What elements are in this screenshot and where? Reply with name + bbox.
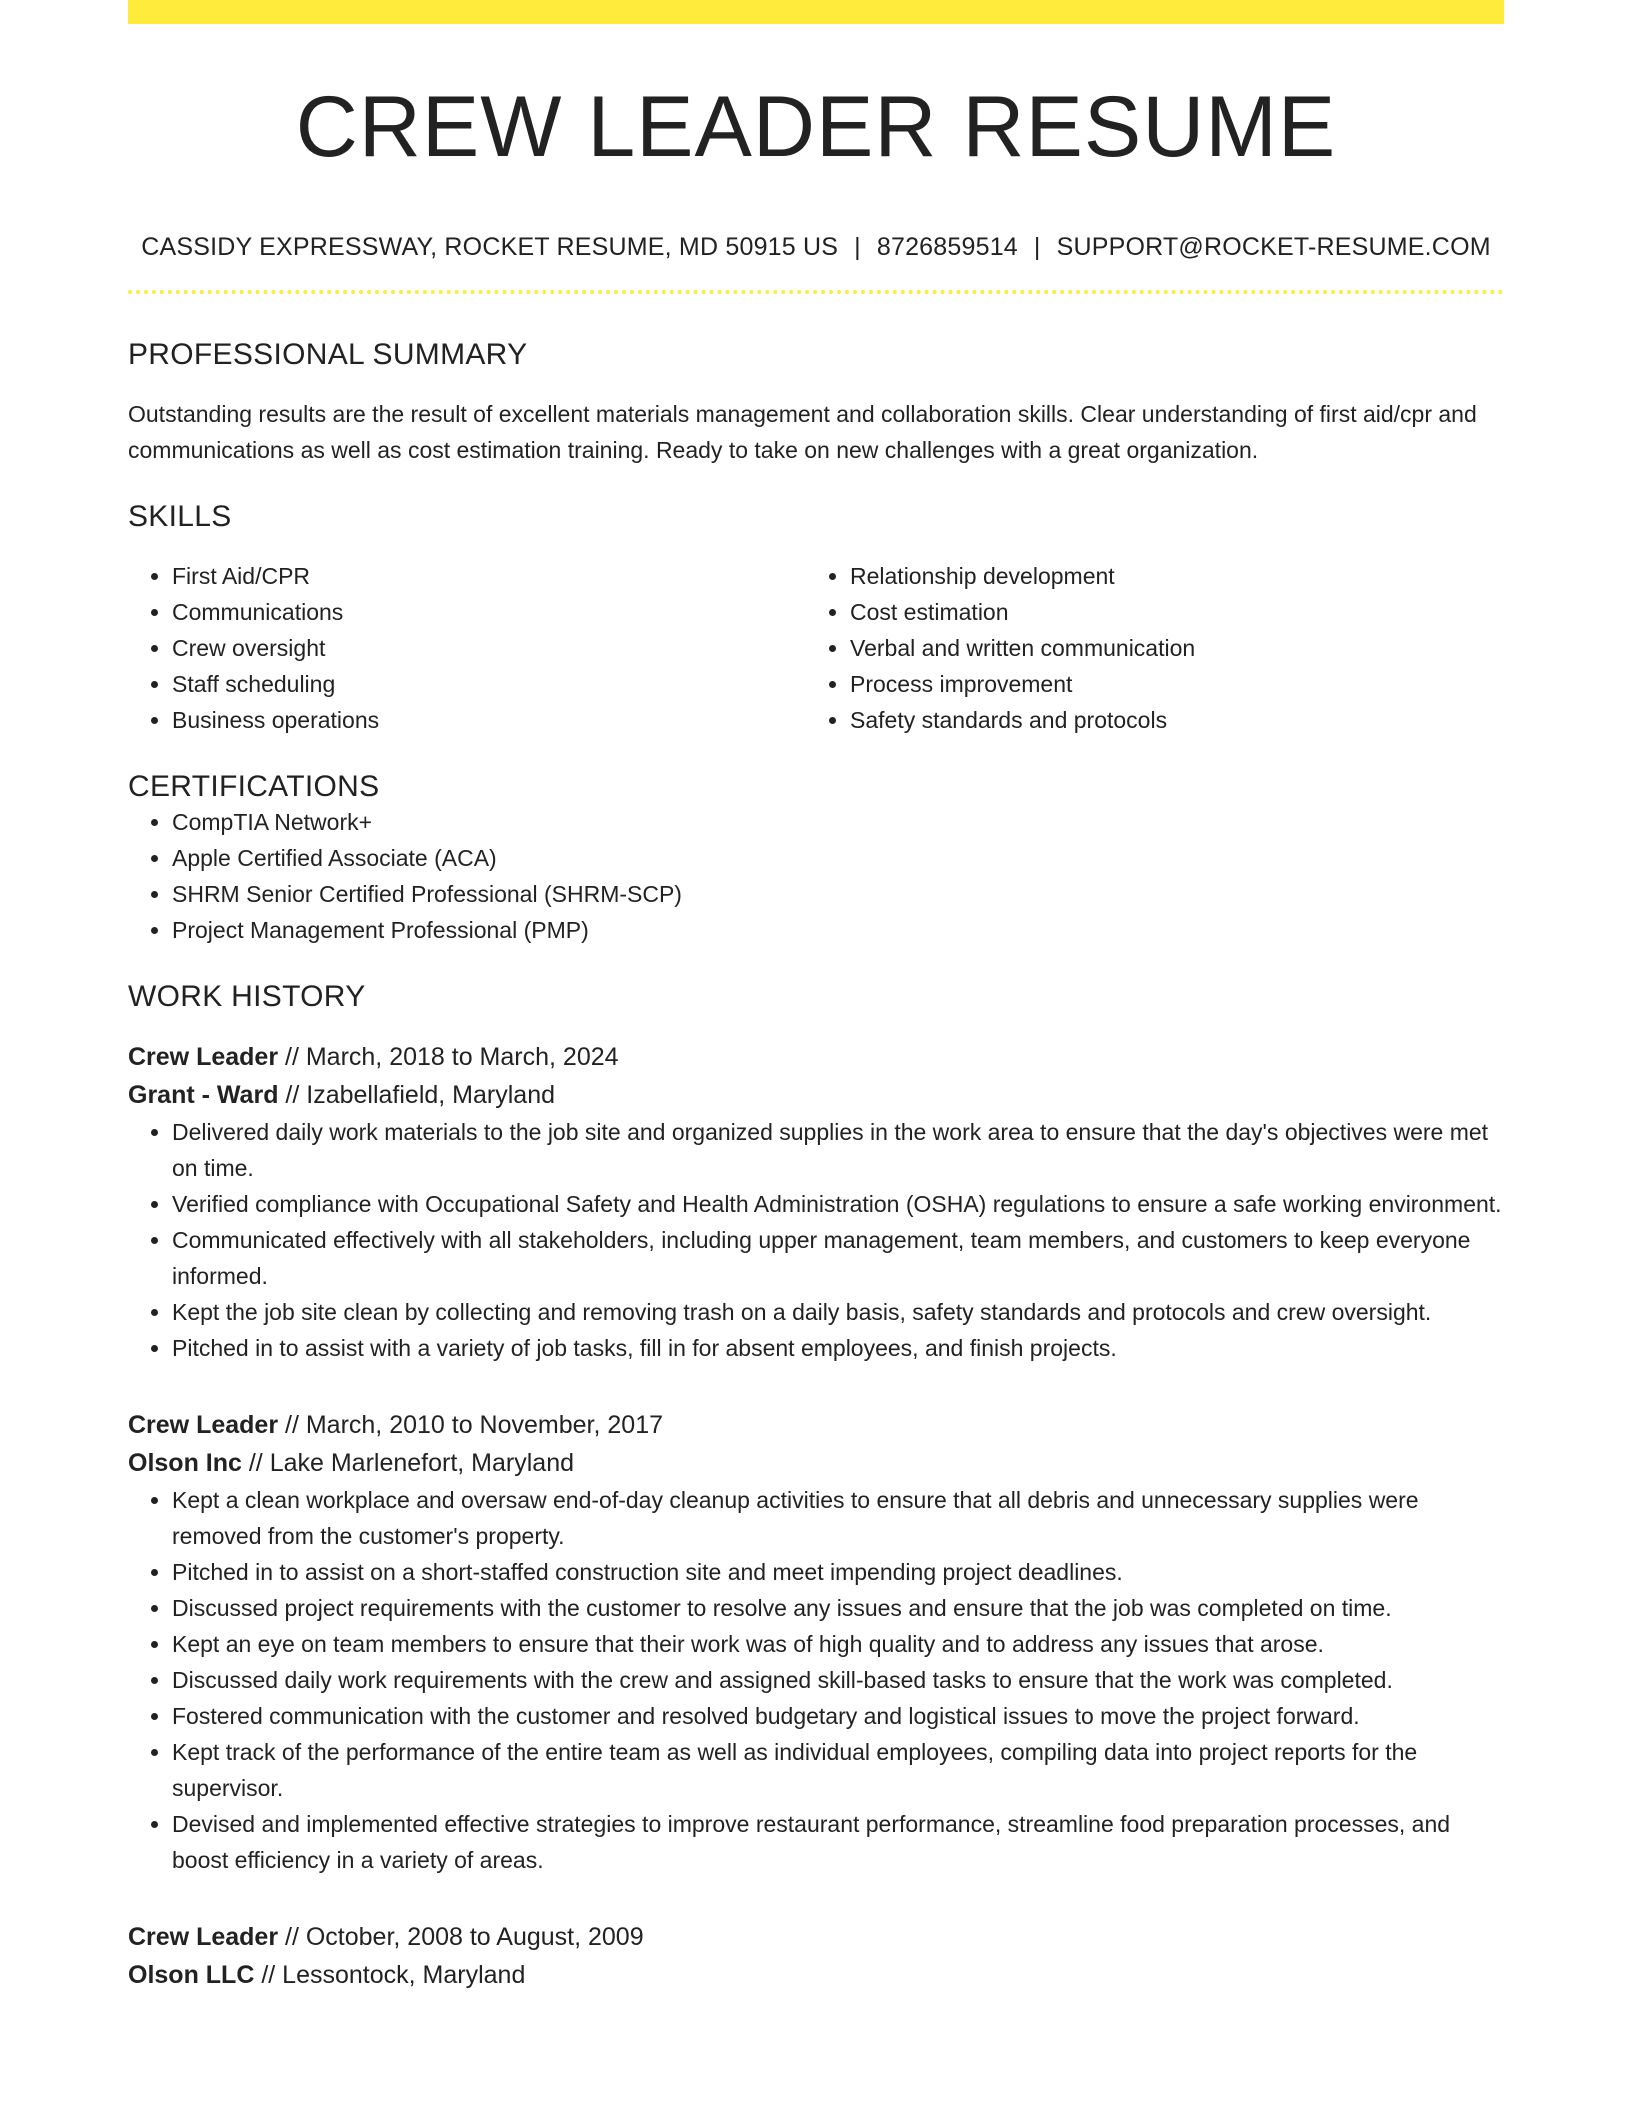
job-duty-item: • Kept an eye on team members to ensure that their work was of high quality and to address any issues that arose. — [172, 1626, 1504, 1662]
skill-item: • Process improvement — [850, 666, 1484, 702]
job-location: // Lake Marlenefort, Maryland — [248, 1448, 575, 1477]
skill-item: • Safety standards and protocols — [850, 702, 1484, 738]
contact-line — [128, 233, 1504, 262]
dotted-divider — [128, 290, 1504, 294]
resume-page — [128, 0, 1504, 1994]
work-history-heading: WORK HISTORY — [128, 979, 366, 1013]
job-dates: // October, 2008 to August, 2009 — [285, 1922, 644, 1951]
job-duty-item: • Kept the job site clean by collecting and removing trash on a daily basis, safety standards and protocols and crew oversight. — [172, 1294, 1504, 1330]
job-company: Olson Inc — [128, 1448, 242, 1477]
skill-item: • Crew oversight — [172, 630, 806, 666]
skill-item: • Verbal and written communication — [850, 630, 1484, 666]
contact-email[interactable]: SUPPORT@ROCKET-RESUME.COM — [1056, 232, 1491, 261]
job-duties-list — [128, 1482, 1504, 1878]
job-company: Grant - Ward — [128, 1080, 279, 1109]
job-location: // Izabellafield, Maryland — [285, 1080, 556, 1109]
skill-item: • Business operations — [172, 702, 806, 738]
accent-top-bar — [128, 0, 1504, 24]
skill-item: • Staff scheduling — [172, 666, 806, 702]
skills-grid — [128, 558, 1504, 738]
skill-item: • First Aid/CPR — [172, 558, 806, 594]
contact-phone: 8726859514 — [876, 232, 1018, 261]
job-duty-item: • Communicated effectively with all stakeholders, including upper management, team members, and customers to keep everyone informed. — [172, 1222, 1504, 1294]
job-company: Olson LLC — [128, 1960, 255, 1989]
job-title: Crew Leader — [128, 1410, 279, 1439]
certification-item: • SHRM Senior Certified Professional (SHRM-SCP) — [172, 876, 1504, 912]
skill-item: • Cost estimation — [850, 594, 1484, 630]
skills-heading: SKILLS — [128, 499, 232, 533]
summary-text: Outstanding results are the result of excellent materials management and collaboration skills. Clear understanding of first aid/cpr and communications as well as cost estimation training. Ready to take on new challenges with a great organization. — [128, 400, 1477, 463]
contact-separator: | — [1033, 232, 1041, 261]
job-duty-item: • Kept track of the performance of the entire team as well as individual employees, compiling data into project reports for the supervisor. — [172, 1734, 1504, 1806]
skills-column-right — [806, 558, 1484, 738]
job-title-line — [128, 1038, 1504, 1076]
job-duty-item: • Delivered daily work materials to the job site and organized supplies in the work area to ensure that the day's objectives were met on time. — [172, 1114, 1504, 1186]
contact-address: CASSIDY EXPRESSWAY, ROCKET RESUME, MD 50915 US — [141, 232, 839, 261]
certification-item: • Project Management Professional (PMP) — [172, 912, 1504, 948]
job-entry — [128, 1406, 1504, 1878]
certifications-list — [128, 804, 1504, 948]
job-duty-item: • Pitched in to assist on a short-staffed construction site and meet impending project deadlines. — [172, 1554, 1504, 1590]
job-duty-item: • Devised and implemented effective strategies to improve restaurant performance, streamline food preparation processes, and boost efficiency in a variety of areas. — [172, 1806, 1504, 1878]
contact-separator: | — [854, 232, 861, 261]
job-duty-item: • Pitched in to assist with a variety of job tasks, fill in for absent employees, and finish projects. — [172, 1330, 1504, 1366]
job-duties-list — [128, 1114, 1504, 1366]
job-title: Crew Leader — [128, 1042, 279, 1071]
job-entry — [128, 1038, 1504, 1366]
skills-column-left — [128, 558, 806, 738]
job-title-line — [128, 1918, 1504, 1956]
job-duty-item: • Kept a clean workplace and oversaw end-of-day cleanup activities to ensure that all debris and unnecessary supplies were removed from the customer's property. — [172, 1482, 1504, 1554]
skill-item: • Relationship development — [850, 558, 1484, 594]
skill-item: • Communications — [172, 594, 806, 630]
job-company-line — [128, 1076, 1504, 1114]
certification-item: • CompTIA Network+ — [172, 804, 1504, 840]
job-company-line — [128, 1956, 1504, 1994]
job-duty-item: • Discussed project requirements with the customer to resolve any issues and ensure that the job was completed on time. — [172, 1590, 1504, 1626]
job-company-line — [128, 1444, 1504, 1482]
job-duty-item: • Discussed daily work requirements with the crew and assigned skill-based tasks to ensure that the work was completed. — [172, 1662, 1504, 1698]
job-location: // Lessontock, Maryland — [261, 1960, 526, 1989]
certification-item: • Apple Certified Associate (ACA) — [172, 840, 1504, 876]
job-dates: // March, 2018 to March, 2024 — [285, 1042, 619, 1071]
summary-heading: PROFESSIONAL SUMMARY — [128, 337, 528, 371]
certifications-heading: CERTIFICATIONS — [128, 769, 380, 803]
job-title: Crew Leader — [128, 1922, 279, 1951]
job-title-line — [128, 1406, 1504, 1444]
skills-list-right — [806, 558, 1484, 738]
job-duty-item: • Fostered communication with the customer and resolved budgetary and logistical issues to move the project forward. — [172, 1698, 1504, 1734]
job-duty-item: • Verified compliance with Occupational Safety and Health Administration (OSHA) regulations to ensure a safe working environment. — [172, 1186, 1504, 1222]
job-entry — [128, 1918, 1504, 1994]
resume-title: CREW LEADER RESUME — [295, 79, 1337, 175]
job-dates: // March, 2010 to November, 2017 — [285, 1410, 664, 1439]
skills-list-left — [128, 558, 806, 738]
